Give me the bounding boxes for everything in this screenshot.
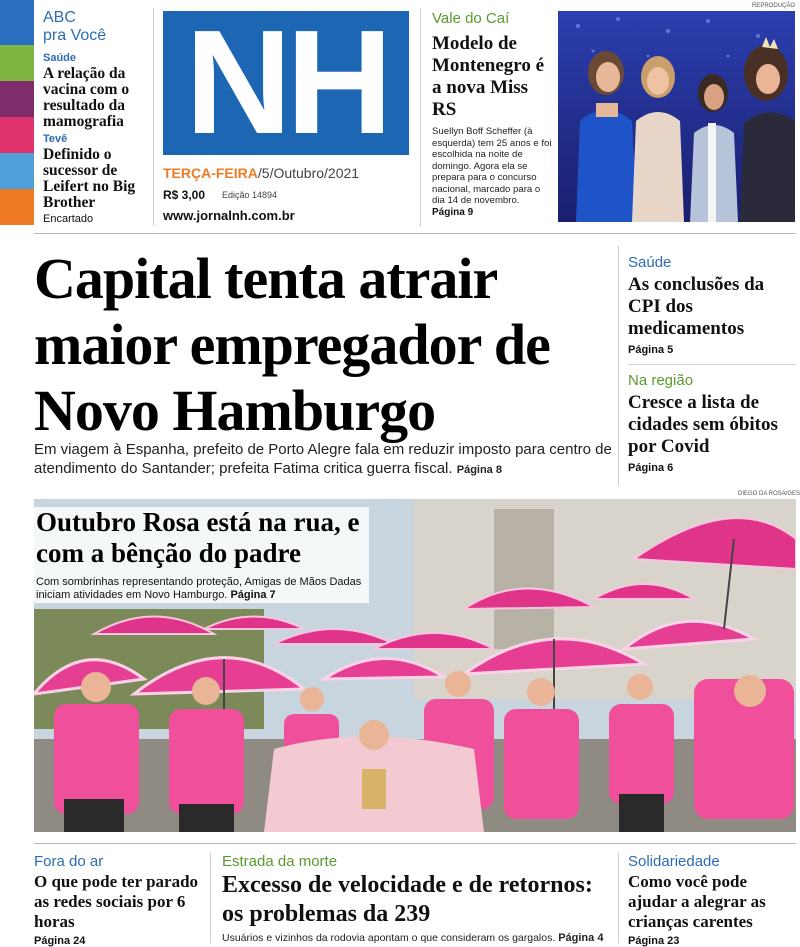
sidebar-headline: As conclusões da CPI dos medicamentos bbox=[628, 274, 765, 339]
sidebar-page: Página 5 bbox=[628, 344, 674, 356]
top-story-body: Suellyn Boff Scheffer (à esquerda) tem 25 anos e foi escolhida na noite de domingo. Agora ela se prepara para o concurso nacional, marcado para o dia 14 de novembro. bbox=[432, 126, 552, 206]
bottom-headline: O que pode ter parado as redes sociais por 6 horas bbox=[34, 872, 199, 931]
bottom-sub bbox=[222, 932, 612, 944]
photo-credit: DIEGO DA ROSA/GES bbox=[738, 491, 800, 497]
logo-text: NH bbox=[185, 0, 387, 165]
date: /5/Outubro/2021 bbox=[257, 165, 360, 181]
teaser-headline: A relação da vacina com o resultado da mamografia bbox=[43, 65, 130, 130]
miss-rs-photo[interactable] bbox=[558, 11, 795, 222]
teaser-section: Tevê bbox=[43, 133, 68, 145]
bottom-kicker: Estrada da morte bbox=[222, 853, 338, 870]
bottom-page: Página 24 bbox=[34, 935, 86, 947]
promo-line1: ABC bbox=[43, 9, 76, 26]
sidebar-page: Página 6 bbox=[628, 462, 674, 474]
divider bbox=[420, 8, 421, 226]
bottom-sub-text: Usuários e vizinhos da rodovia apontam o que consideram os gargalos. bbox=[222, 932, 556, 944]
teaser-headline: Definido o sucessor de Leifert no Big Brother bbox=[43, 146, 136, 211]
weekday: TERÇA-FEIRA bbox=[163, 165, 258, 181]
price: R$ 3,00 bbox=[163, 188, 206, 202]
bottom-headline: Excesso de velocidade e de retornos: os problemas da 239 bbox=[222, 872, 593, 927]
divider bbox=[618, 853, 619, 943]
website-link[interactable]: www.jornalnh.com.br bbox=[163, 208, 295, 223]
photo-page: Página 7 bbox=[230, 589, 276, 601]
divider bbox=[628, 364, 796, 365]
divider bbox=[34, 233, 796, 234]
divider bbox=[210, 853, 211, 943]
teaser-section: Saúde bbox=[43, 52, 77, 64]
top-story-page: Página 9 bbox=[432, 206, 474, 218]
sidebar-kicker: Saúde bbox=[628, 254, 672, 271]
color-bar-green bbox=[0, 45, 34, 81]
divider bbox=[34, 843, 796, 844]
bottom-page: Página 4 bbox=[558, 932, 604, 944]
teaser-note: Encartado bbox=[43, 213, 94, 225]
photo-caption bbox=[36, 576, 371, 602]
color-bar-blue bbox=[0, 0, 34, 45]
sidebar-kicker: Na região bbox=[628, 372, 694, 389]
color-bar-lightblue bbox=[0, 153, 34, 189]
top-story-kicker: Vale do Caí bbox=[432, 10, 510, 27]
bottom-kicker: Solidariedade bbox=[628, 853, 720, 870]
bottom-item-charity[interactable] bbox=[628, 853, 796, 947]
color-bar-pink bbox=[0, 117, 34, 153]
divider bbox=[618, 246, 619, 486]
bottom-kicker: Fora do ar bbox=[34, 853, 104, 870]
photo-caption-text: Com sombrinhas representando proteção, Amigas de Mãos Dadas iniciam atividades em Novo Hamburgo. bbox=[36, 576, 362, 601]
color-bar-purple bbox=[0, 81, 34, 117]
top-story[interactable] bbox=[432, 10, 552, 218]
sidebar-headline: Cresce a lista de cidades sem óbitos por Covid bbox=[628, 392, 778, 457]
teaser-tv[interactable] bbox=[43, 133, 155, 225]
edition: Edição 14894 bbox=[222, 190, 278, 200]
main-page: Página 8 bbox=[456, 464, 502, 476]
color-bar-orange bbox=[0, 189, 34, 225]
top-story-headline: Modelo de Montenegro é a nova Miss RS bbox=[432, 33, 545, 120]
sidebar-item-cpi[interactable] bbox=[628, 254, 793, 356]
photo-credit: REPRODUÇÃO bbox=[752, 3, 796, 9]
nh-logo[interactable] bbox=[163, 0, 409, 165]
main-deck bbox=[34, 440, 614, 480]
bottom-page: Página 23 bbox=[628, 935, 680, 947]
date-line bbox=[163, 165, 359, 181]
divider bbox=[153, 8, 154, 226]
teaser-health[interactable] bbox=[43, 52, 155, 130]
main-headline[interactable]: Capital tenta atrair maior empregador de Novo Hamburgo bbox=[34, 246, 550, 443]
promo-line2: pra Você bbox=[43, 27, 107, 44]
promo-abc[interactable] bbox=[43, 9, 155, 45]
photo-headline: Outubro Rosa está na rua, e com a bênção do padre bbox=[36, 507, 360, 568]
bottom-headline: Como você pode ajudar a alegrar as crianças carentes bbox=[628, 872, 766, 931]
outubro-rosa-photo[interactable] bbox=[34, 499, 796, 832]
miss-rs-illustration bbox=[558, 11, 795, 222]
main-deck-text: Em viagem à Espanha, prefeito de Porto Alegre fala em reduzir imposto para centro de atendimento do Santander; prefeita Fatima critica guerra fiscal. bbox=[34, 441, 612, 477]
sidebar-item-covid[interactable] bbox=[628, 372, 793, 474]
bottom-item-outage[interactable] bbox=[34, 853, 204, 947]
bottom-item-road[interactable] bbox=[222, 853, 612, 944]
